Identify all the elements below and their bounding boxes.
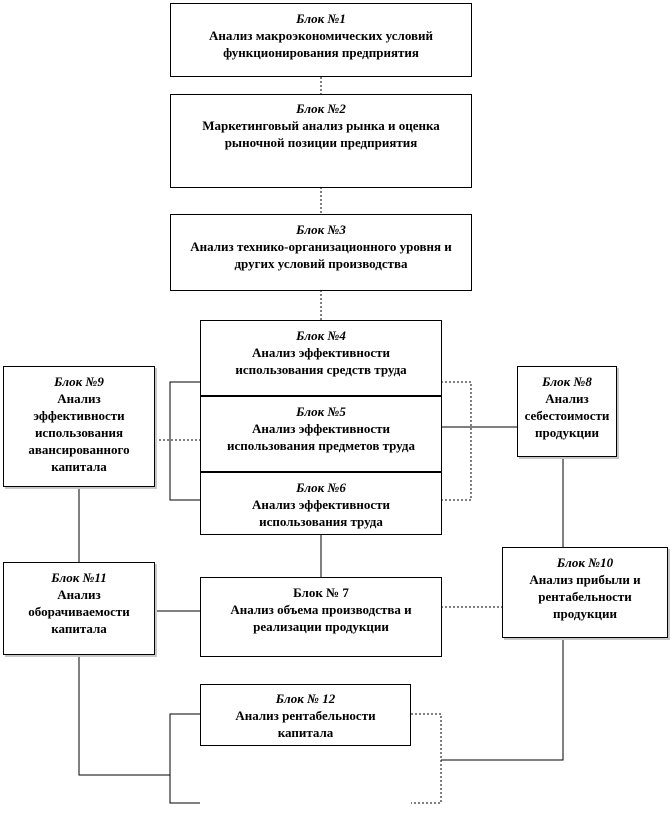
block-9-text: Анализ эффективности использования авансированного капитала <box>28 391 130 474</box>
block-2 <box>170 94 472 188</box>
block-12-title: Блок № 12 <box>275 691 336 706</box>
block-6-text: Анализ эффективности использования труда <box>251 497 391 529</box>
block-9-title: Блок №9 <box>54 374 104 389</box>
block-3-text: Анализ технико-организационного уровня и других условий производства <box>190 239 452 271</box>
frame-right <box>441 638 563 760</box>
block-1-title: Блок №1 <box>296 11 346 26</box>
block-2-title: Блок №2 <box>296 101 346 116</box>
block-12 <box>200 684 411 746</box>
bracket-right <box>441 382 471 500</box>
block-3 <box>170 214 472 291</box>
block-1-text: Анализ макроэкономических условий функционирования предприятия <box>208 28 434 60</box>
block-5 <box>200 396 442 472</box>
block-7-text: Анализ объема производства и реализации продукции <box>230 602 412 634</box>
block-4-title: Блок №4 <box>296 328 346 343</box>
block-9 <box>3 366 155 487</box>
block-11-title: Блок №11 <box>51 570 107 585</box>
block-8-text: Анализ себестоимости продукции <box>524 391 610 440</box>
block-4-text: Анализ эффективности использования средств труда <box>235 345 407 377</box>
block-10 <box>502 547 668 638</box>
bracket-left <box>170 382 200 500</box>
block-10-text: Анализ прибыли и рентабельности продукции <box>529 572 641 621</box>
block-5-text: Анализ эффективности использования предметов труда <box>227 421 415 453</box>
block-6 <box>200 472 442 535</box>
block-8-title: Блок №8 <box>542 374 592 389</box>
block-12-text: Анализ рентабельности капитала <box>235 708 376 740</box>
block-10-title: Блок №10 <box>556 555 614 570</box>
block-6-title: Блок №6 <box>296 480 346 495</box>
block-8 <box>517 366 617 457</box>
block-7-title: Блок № 7 <box>293 585 349 600</box>
block-5-title: Блок №5 <box>296 404 346 419</box>
block-2-text: Маркетинговый анализ рынка и оценка рыночной позиции предприятия <box>202 118 440 150</box>
frame-bottom-left <box>170 714 200 803</box>
block-7 <box>200 577 442 657</box>
frame-left <box>79 655 170 775</box>
block-3-title: Блок №3 <box>296 222 346 237</box>
frame-bottom-right <box>411 714 441 803</box>
block-4 <box>200 320 442 396</box>
block-1 <box>170 3 472 77</box>
block-11-text: Анализ оборачиваемости капитала <box>28 587 130 636</box>
block-11 <box>3 562 155 655</box>
